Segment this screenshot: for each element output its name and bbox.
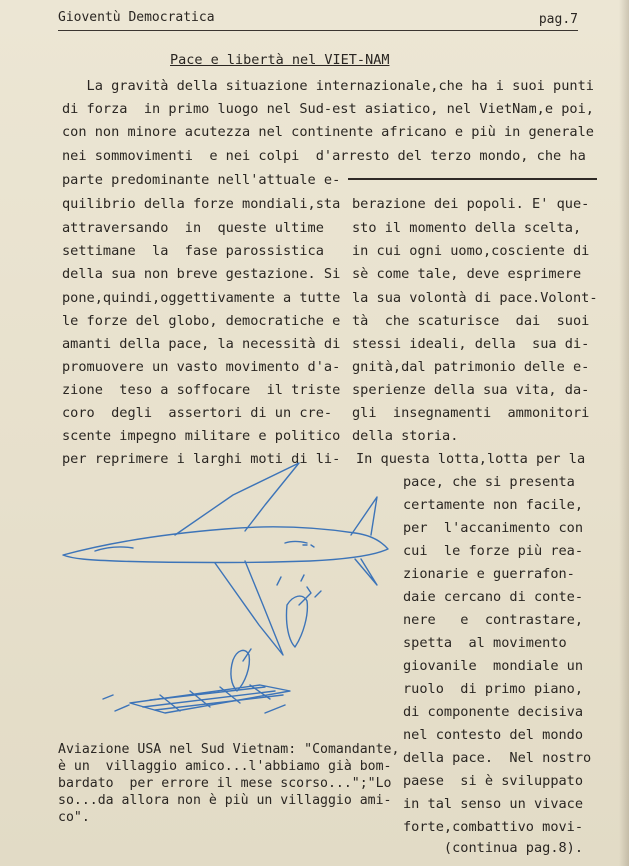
page-edge-shadow — [619, 0, 629, 866]
right-column-line: paese si è sviluppato — [403, 773, 584, 789]
right-column-line: della pace. Nel nostro — [403, 750, 592, 766]
left-column-line: attraversando in queste ultime — [62, 220, 324, 236]
right-column-line: la sua volontà di pace.Volont- — [352, 290, 598, 306]
intro-line: con non minore acutezza nel continente africano e più in generale — [62, 124, 594, 140]
cartoon-caption-line: so...da allora non è più un villaggio ami- — [58, 793, 392, 808]
left-column-line: della sua non breve gestazione. Si — [62, 266, 341, 282]
left-column-line: settimane la fase parossistica — [62, 243, 324, 259]
left-column-line: pone,quindi,oggettivamente a tutte — [62, 290, 341, 306]
column-divider-rule — [348, 178, 597, 180]
jet-cockpit — [95, 547, 133, 551]
right-column-line: forte,combattivo movi- — [403, 819, 584, 835]
left-column-line: promuovere un vasto movimento d'a- — [62, 359, 341, 375]
right-column-line: di componente decisiva — [403, 704, 584, 720]
right-column-line: sto il momento della scelta, — [352, 220, 582, 236]
continuation-note: (continua pag.8). — [403, 840, 584, 856]
right-column-line: cui le forze più rea- — [403, 543, 584, 559]
right-column-line: tà che scaturisce dai suoi — [352, 313, 590, 329]
cartoon-caption-line: Aviazione USA nel Sud Vietnam: "Comandante, — [58, 742, 400, 757]
publication-name: Gioventù Democratica — [58, 10, 215, 25]
article-title: Pace e libertà nel VIET-NAM — [170, 52, 390, 68]
right-column-line: zionarie e guerrafon- — [403, 566, 575, 582]
cartoon-caption-line: bardato per errore il mese scorso...";"Lo — [58, 776, 392, 791]
left-column-line: zione teso a soffocare il triste — [62, 382, 341, 398]
right-column-line: spetta al movimento — [403, 635, 567, 651]
right-column-line: gnità,dal patrimonio delle e- — [352, 359, 590, 375]
right-column-line: pace, che si presenta — [403, 474, 575, 490]
right-column-line: gli insegnamenti ammonitori — [352, 405, 590, 421]
right-column-line: certamente non facile, — [403, 497, 584, 513]
right-column-line: nel contesto del mondo — [403, 727, 584, 743]
warplane-cartoon-drawing — [55, 455, 400, 740]
jet-fuselage — [63, 527, 388, 563]
right-column-line: sperienze della sua vita, da- — [352, 382, 590, 398]
bomb — [286, 596, 307, 647]
jet-lower-wing — [215, 561, 283, 655]
cartoon-caption-line: co". — [58, 810, 90, 825]
left-column-line: per reprimere i larghi moti di li- — [62, 451, 341, 467]
right-column-line: In questa lotta,lotta per la — [356, 451, 586, 467]
page-header — [58, 8, 578, 31]
intro-line: La gravità della situazione internazionale,che ha i suoi punti — [62, 78, 594, 94]
right-column-line: per l'accanimento con — [403, 520, 584, 536]
intro-line: nei sommovimenti e nei colpi d'arresto del terzo mondo, che ha — [62, 148, 586, 164]
right-column-line: in tal senso un vivace — [403, 796, 584, 812]
right-column-line: giovanile mondiale un — [403, 658, 584, 674]
jet-upper-wing — [175, 463, 299, 535]
jet-tail-fin — [351, 497, 377, 535]
left-column-line: parte predominante nell'attuale e- — [62, 172, 341, 188]
left-column-line: scente impegno militare e politico — [62, 428, 341, 444]
jet-tail-stabilizer — [355, 559, 377, 585]
right-column-line: sè come tale, deve esprimere — [352, 266, 582, 282]
cartoon-caption-line: è un villaggio amico...l'abbiamo già bom- — [58, 759, 392, 774]
page-number: pag.7 — [538, 12, 578, 27]
left-column-line: amanti della pace, la necessità di — [62, 336, 341, 352]
right-column-line: berazione dei popoli. E' que- — [352, 196, 590, 212]
right-column-line: daie cercano di conte- — [403, 589, 584, 605]
right-column-line: nere e contrastare, — [403, 612, 584, 628]
right-column-line: stessi ideali, della sua di- — [352, 336, 590, 352]
left-column-line: coro degli assertori di un cre- — [62, 405, 333, 421]
left-column-line: quilibrio della forze mondiali,sta — [62, 196, 341, 212]
right-column-line: in cui ogni uomo,cosciente di — [352, 243, 590, 259]
right-column-line: della storia. — [352, 428, 459, 444]
left-column-line: le forze del globo, democratiche e — [62, 313, 341, 329]
right-column-line: ruolo di primo piano, — [403, 681, 584, 697]
intro-line: di forza in primo luogo nel Sud-est asiatico, nel VietNam,e poi, — [62, 101, 594, 117]
